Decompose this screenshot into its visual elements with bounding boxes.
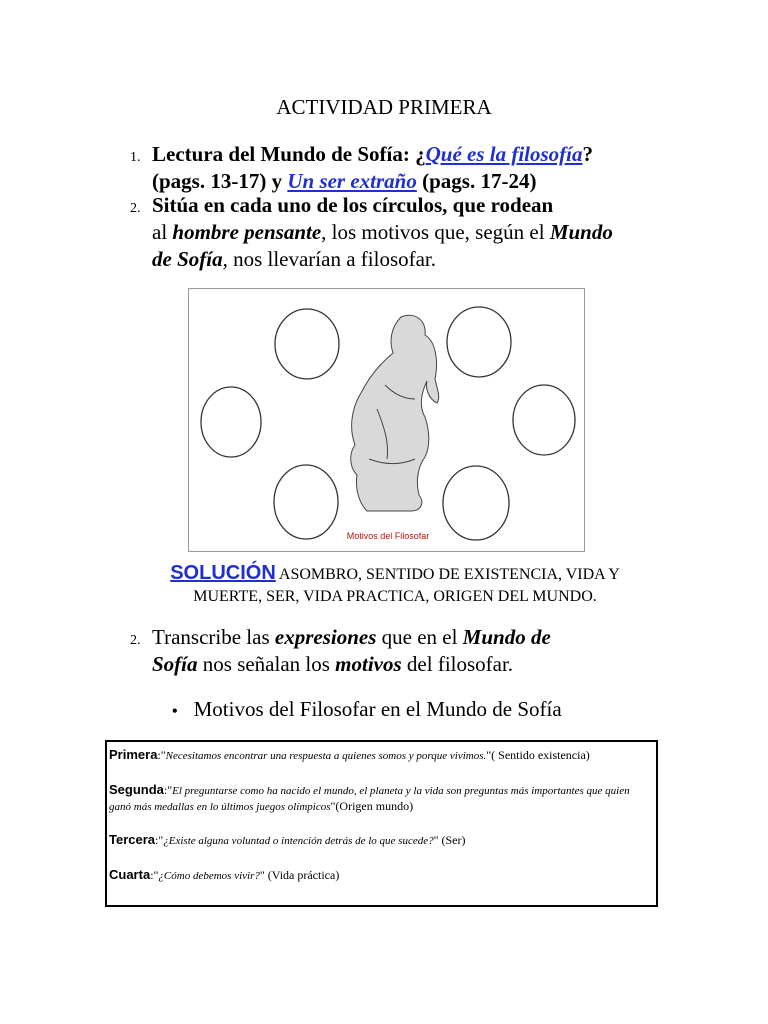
thinker-figure [188, 288, 585, 552]
bullet-dot: • [172, 703, 178, 720]
table-row [109, 747, 652, 764]
row-label: Tercera [109, 832, 156, 847]
item-text: ? [582, 142, 593, 166]
row-sep: :" [155, 833, 164, 847]
item-number: 2. [130, 633, 141, 648]
bullet-text: Motivos del Filosofar en el Mundo de Sofía [193, 697, 562, 721]
motive-circle [513, 385, 575, 455]
solution-block [95, 562, 695, 608]
item-text: de Sofía [152, 247, 223, 271]
motive-circle [275, 309, 339, 379]
row-label: Cuarta [109, 867, 151, 882]
item-circles [130, 192, 690, 273]
motive-circle [447, 307, 511, 377]
item-text: , nos llevarían a filosofar. [222, 247, 437, 271]
motive-circle [201, 387, 261, 457]
item-reading [130, 141, 690, 195]
page-title: ACTIVIDAD PRIMERA [276, 95, 492, 119]
link-que-es-filosofia[interactable]: Qué es la filosofía [425, 142, 583, 166]
solution-heading: SOLUCIÓN [170, 562, 276, 584]
table-row [109, 832, 652, 849]
item-text: nos señalan los [197, 652, 336, 676]
item-text: , los motivos que, según el [321, 220, 550, 244]
item-transcribe [130, 624, 690, 678]
row-tail: " (Vida práctica) [259, 868, 340, 882]
row-quote: ¿Existe alguna voluntad o intención detrás de lo que sucede? [163, 835, 434, 847]
motives-table [105, 740, 658, 907]
figure-caption: Motivos del Filosofar [346, 531, 430, 541]
item-text: que en el [376, 625, 463, 649]
motive-circle [274, 465, 338, 539]
item-text: (pags. 13-17) y [152, 169, 288, 193]
item-text: hombre pensante [172, 220, 322, 244]
table-row [109, 867, 652, 884]
row-tail: "(Origen mundo) [330, 799, 414, 813]
item-number: 2. [130, 201, 141, 216]
item-text: motivos [335, 652, 402, 676]
item-text: al [152, 220, 173, 244]
motive-circle [443, 466, 509, 540]
item-text: Sofía [152, 652, 198, 676]
thinker-diagram [189, 289, 584, 551]
row-label: Segunda [109, 782, 164, 797]
thinker-sculpture [351, 315, 439, 511]
row-tail: " (Ser) [433, 833, 466, 847]
row-quote: ¿Cómo debemos vivir? [158, 870, 260, 882]
table-row [109, 782, 652, 815]
row-sep: :" [150, 868, 159, 882]
row-quote: Necesitamos encontrar una respuesta a quienes somos y porque vivimos. [165, 750, 487, 762]
link-un-ser-extrano[interactable]: Un ser extraño [287, 169, 417, 193]
item-text: Transcribe las [152, 625, 275, 649]
row-sep: :" [157, 748, 166, 762]
solution-text: MUERTE, SER, VIDA PRACTICA, ORIGEN DEL MUNDO. [193, 588, 597, 605]
item-text: Mundo [549, 220, 613, 244]
row-quote: El preguntarse como ha nacido el mundo, el planeta y la vida son preguntas más importantes que quien ganó más medallas en lo últimos juegos olímpicos [109, 785, 630, 813]
item-text: (pags. 17-24) [416, 169, 537, 193]
solution-text: ASOMBRO, SENTIDO DE EXISTENCIA, VIDA Y [275, 566, 620, 583]
item-text: expresiones [274, 625, 377, 649]
row-sep: :" [163, 783, 173, 797]
item-number: 1. [130, 150, 141, 165]
bullet-item [172, 697, 562, 722]
item-text: Sitúa en cada uno de los círculos, que rodean [152, 193, 554, 217]
item-text: Lectura del Mundo de Sofía: ¿ [152, 142, 426, 166]
row-tail: "( Sentido existencia) [486, 748, 590, 762]
row-label: Primera [109, 747, 158, 762]
item-text: Mundo de [462, 625, 551, 649]
item-text: del filosofar. [401, 652, 514, 676]
